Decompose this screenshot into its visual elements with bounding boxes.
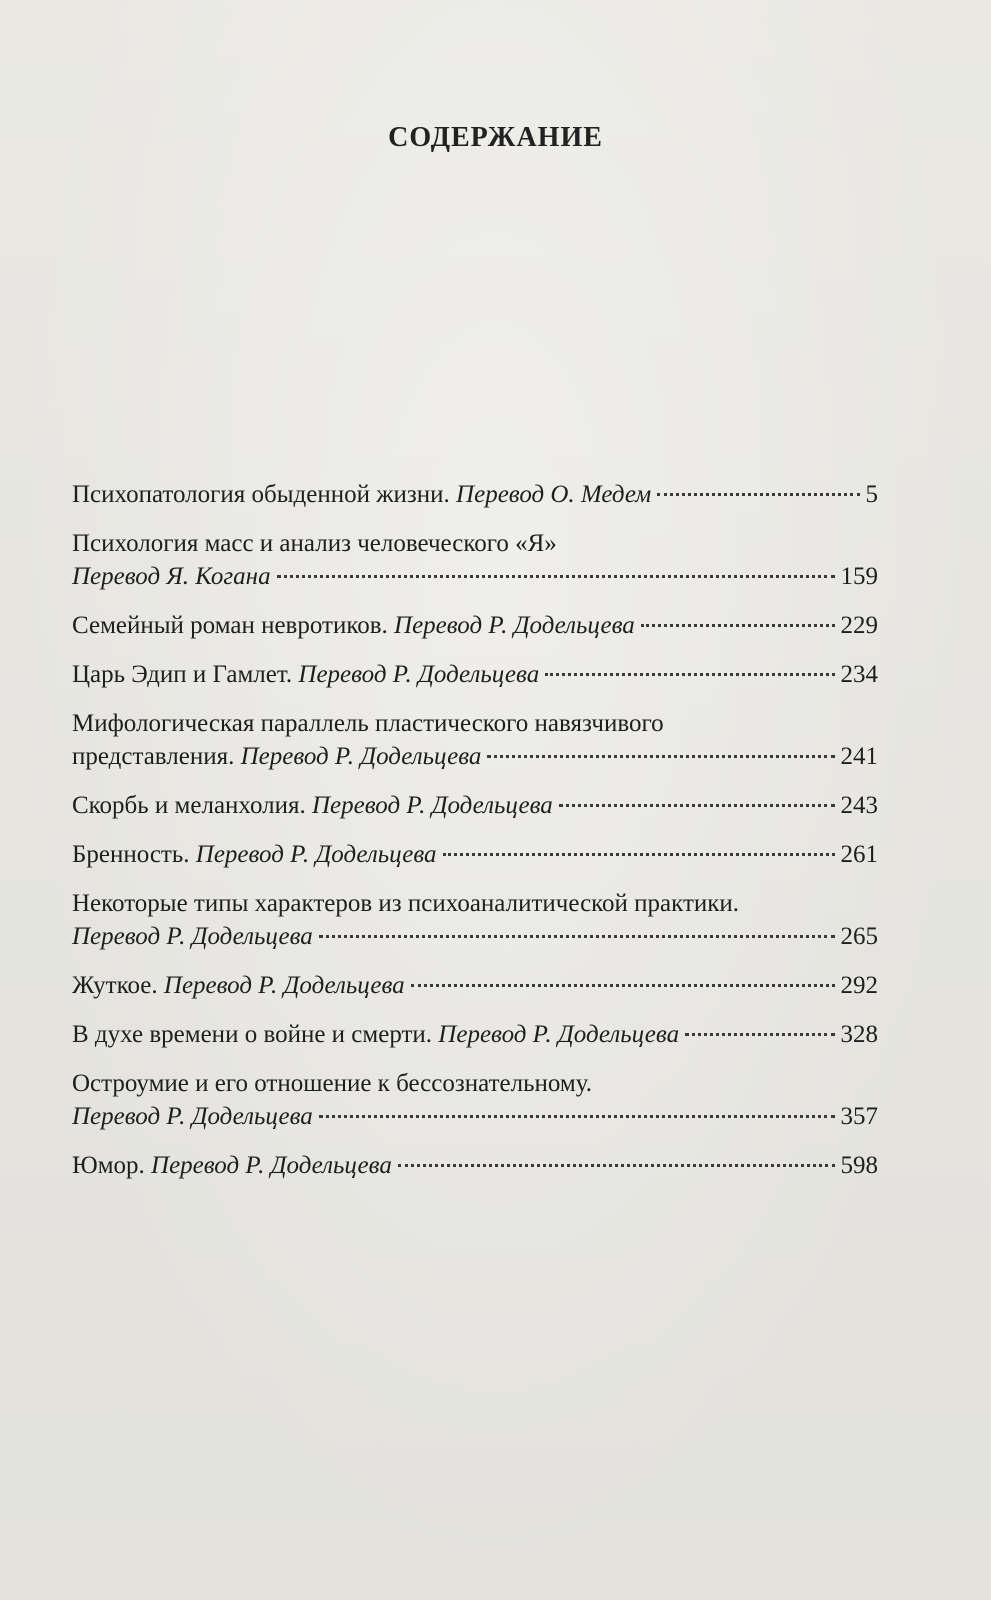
entry-translator: Перевод Р. Додельцева — [72, 1103, 313, 1130]
entry-translator: Перевод Р. Додельцева — [195, 841, 437, 868]
toc-entry — [72, 887, 878, 953]
toc-entry — [72, 658, 878, 691]
entry-title: В духе времени о войне и смерти. — [72, 1021, 433, 1048]
toc-entry — [72, 1149, 878, 1182]
entry-page-number: 159 — [840, 563, 878, 590]
entry-title-line: Мифологическая параллель пластического навязчивого — [72, 710, 664, 737]
table-of-contents — [72, 478, 878, 1198]
entry-translator: Перевод Р. Додельцева — [438, 1021, 680, 1048]
entry-title: Психопатология обыденной жизни. — [72, 481, 450, 508]
entry-page-number: 357 — [840, 1103, 878, 1130]
toc-entry — [72, 1067, 878, 1133]
entry-page-number: 5 — [865, 481, 878, 508]
entry-title: представления. — [72, 743, 235, 770]
entry-translator: Перевод Р. Додельцева — [72, 923, 313, 950]
entry-translator: Перевод Р. Додельцева — [163, 972, 405, 999]
entry-translator: Перевод Р. Додельцева — [298, 661, 540, 688]
entry-title: Жуткое. — [72, 972, 158, 999]
dot-leader — [641, 624, 835, 627]
entry-page-number: 598 — [840, 1152, 878, 1179]
entry-translator: Перевод Р. Додельцева — [312, 792, 553, 819]
dot-leader — [411, 984, 835, 987]
dot-leader — [559, 804, 835, 807]
entry-translator: Перевод О. Медем — [456, 481, 652, 508]
entry-page-number: 328 — [840, 1021, 878, 1048]
dot-leader — [398, 1164, 835, 1167]
entry-translator: Перевод Р. Додельцева — [240, 743, 482, 770]
entry-title: Юмор. — [72, 1152, 145, 1179]
entry-translator: Перевод Я. Когана — [72, 563, 271, 590]
entry-translator: Перевод Р. Додельцева — [151, 1152, 392, 1179]
entry-title: Остроумие и его отношение к бессознательному. — [72, 1070, 592, 1097]
entry-title: Психология масс и анализ человеческого «Я» — [72, 530, 557, 557]
toc-entry — [72, 478, 878, 511]
dot-leader — [319, 935, 835, 938]
entry-title: Семейный роман невротиков. — [72, 612, 388, 639]
entry-page-number: 292 — [840, 972, 878, 999]
dot-leader — [277, 575, 835, 578]
entry-translator: Перевод Р. Додельцева — [394, 612, 635, 639]
dot-leader — [685, 1033, 834, 1036]
toc-entry — [72, 609, 878, 642]
toc-entry — [72, 969, 878, 1002]
entry-page-number: 241 — [840, 743, 878, 770]
entry-page-number: 243 — [840, 792, 878, 819]
toc-entry — [72, 1018, 878, 1051]
dot-leader — [545, 673, 834, 676]
entry-title: Царь Эдип и Гамлет. — [72, 661, 293, 688]
entry-page-number: 234 — [840, 661, 878, 688]
toc-entry — [72, 838, 878, 871]
page-heading: СОДЕРЖАНИЕ — [388, 122, 603, 153]
entry-page-number: 229 — [840, 612, 878, 639]
dot-leader — [657, 493, 859, 496]
entry-page-number: 265 — [840, 923, 878, 950]
toc-entry — [72, 789, 878, 822]
toc-entry — [72, 527, 878, 593]
entry-title: Бренность. — [72, 841, 190, 868]
dot-leader — [319, 1115, 835, 1118]
entry-page-number: 261 — [840, 841, 878, 868]
entry-title: Скорбь и меланхолия. — [72, 792, 306, 819]
dot-leader — [443, 853, 835, 856]
entry-title: Некоторые типы характеров из психоаналитической практики. — [72, 890, 740, 917]
dot-leader — [487, 755, 834, 758]
toc-entry — [72, 707, 878, 773]
